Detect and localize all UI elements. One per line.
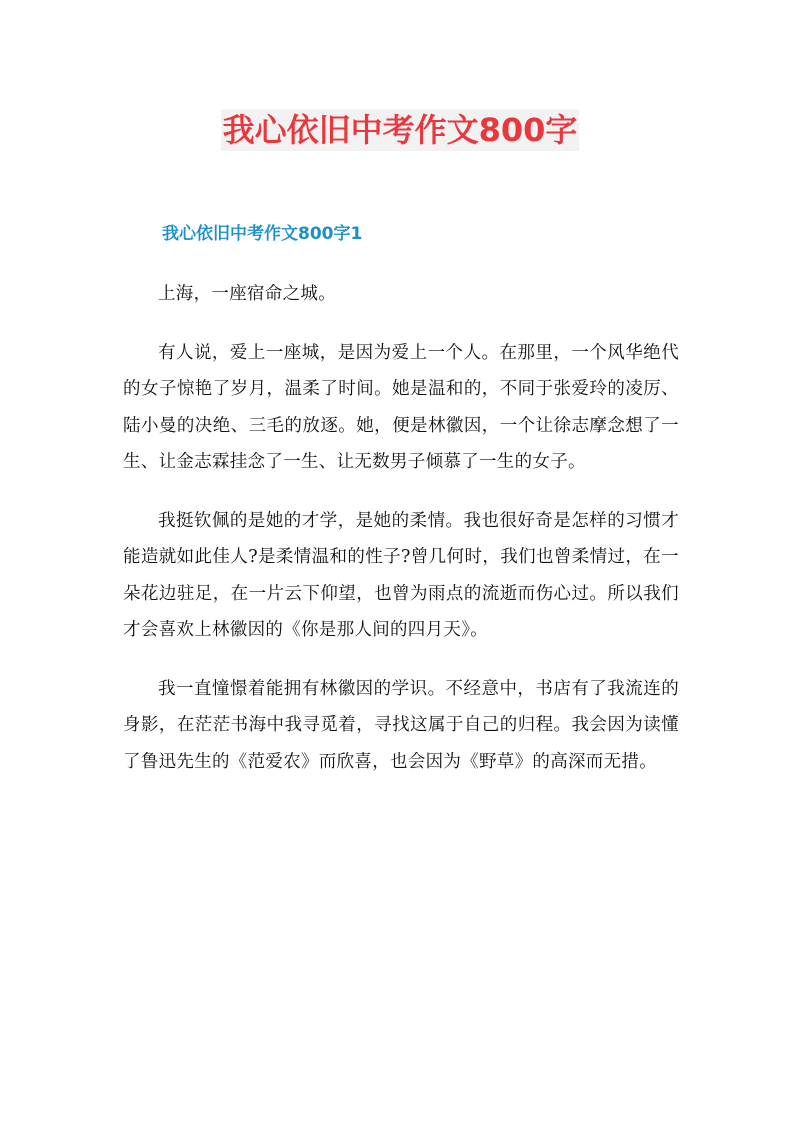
paragraph-3: 我挺钦佩的是她的才学，是她的柔情。我也很好奇是怎样的习惯才能造就如此佳人?是柔情温和的性子?曾几何时，我们也曾柔情过，在一朵花边驻足，在一片云下仰望，也曾为雨点的流逝而伤心过。所以我们才会喜欢上林徽因的《你是那人间的四月天》。 [123, 510, 679, 640]
document-title-text: 我心依旧中考作文800字 [222, 111, 578, 149]
document-title [0, 108, 800, 152]
body-text [123, 276, 679, 802]
paragraph-4: 我一直憧憬着能拥有林徽因的学识。不经意中，书店有了我流连的身影，在茫茫书海中我寻觅着，寻找这属于自己的归程。我会因为读懂了鲁迅先生的《范爱农》而欣喜，也会因为《野草》的高深而无措。 [123, 678, 679, 772]
paragraph-2: 有人说，爱上一座城，是因为爱上一个人。在那里，一个风华绝代的女子惊艳了岁月，温柔了时间。她是温和的，不同于张爱玲的凌厉、陆小曼的决绝、三毛的放逐。她，便是林徽因，一个让徐志摩念想了一生、让金志霖挂念了一生、让无数男子倾慕了一生的女子。 [123, 342, 679, 472]
section-heading: 我心依旧中考作文800字1 [162, 224, 363, 244]
paragraph-1: 上海，一座宿命之城。 [158, 284, 336, 304]
